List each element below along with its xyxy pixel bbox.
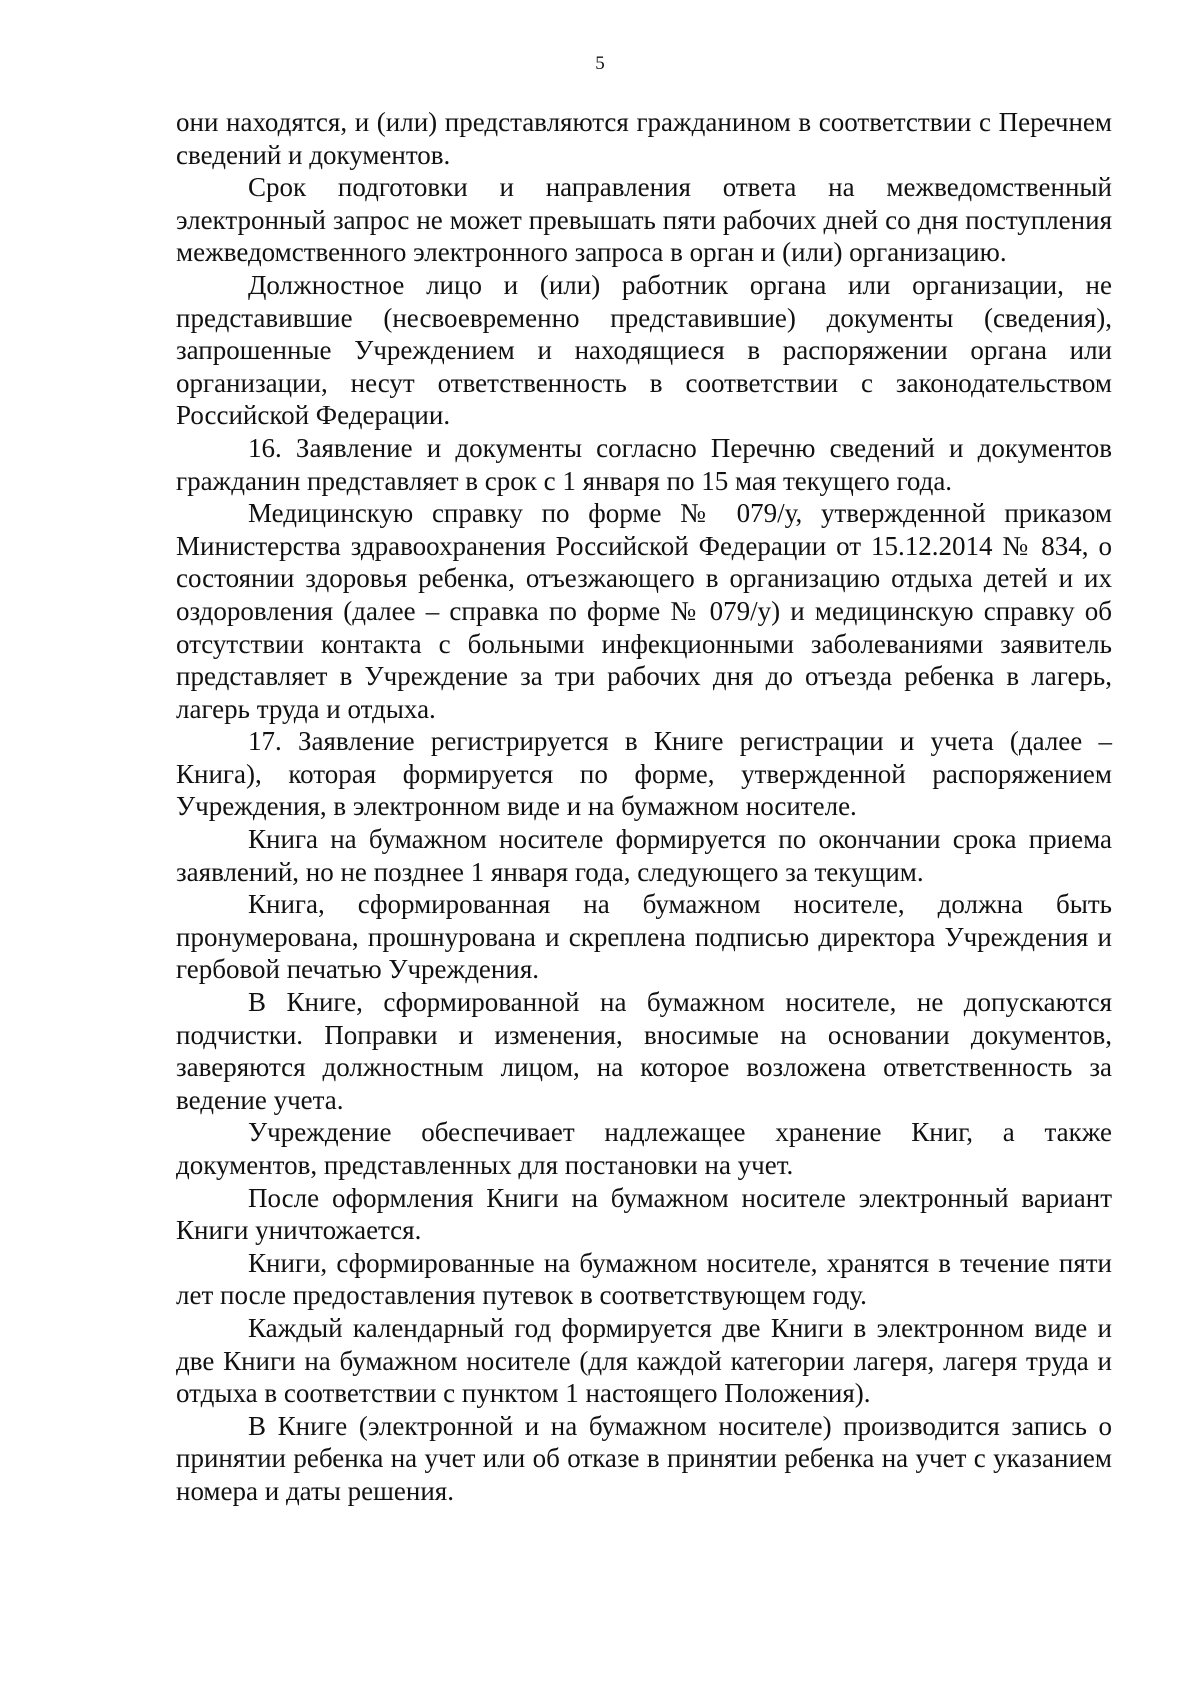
paragraph-item-17: 17. Заявление регистрируется в Книге регистрации и учета (далее – Книга), которая формируется по форме, утвержденной распоряжением Учреждения, в электронном виде и на бумажном носителе. [176, 726, 1112, 822]
paragraph-response-deadline: Срок подготовки и направления ответа на межведомственный электронный запрос не может превышать пяти рабочих дней со дня поступления межведомственного электронного запроса в орган и (или) организацию. [176, 172, 1112, 268]
paragraph-book-numbering: Книга, сформированная на бумажном носителе, должна быть пронумерована, прошнурована и скреплена подписью директора Учреждения и гербовой печатью Учреждения. [176, 889, 1112, 985]
paragraph-item-16: 16. Заявление и документы согласно Перечню сведений и документов гражданин представляет в срок с 1 января по 15 мая текущего года. [176, 432, 1112, 496]
paragraph-book-corrections: В Книге, сформированной на бумажном носителе, не допускаются подчистки. Поправки и изменения, вносимые на основании документов, заверяются должностным лицом, на которое возложена ответственность за ведение учета. [176, 987, 1112, 1115]
paragraph-book-storage: Учреждение обеспечивает надлежащее хранение Книг, а также документов, представленных для постановки на учет. [176, 1117, 1112, 1180]
document-body [176, 106, 1112, 1508]
paragraph-book-record: В Книге (электронной и на бумажном носителе) производится запись о принятии ребенка на учет или об отказе в принятии ребенка на учет с указанием номера и даты решения. [176, 1410, 1112, 1506]
paragraph-yearly-books: Каждый календарный год формируется две Книги в электронном виде и две Книги на бумажном носителе (для каждой категории лагеря, лагеря труда и отдыха в соответствии с пунктом 1 настоящего Положения). [176, 1312, 1112, 1409]
paragraph-official-responsibility: Должностное лицо и (или) работник органа или организации, не представившие (несвоевременно представившие) документы (сведения), запрошенные Учреждением и находящиеся в распоряжении органа или организации, несут ответственность в соответствии с законодательством Российской Федерации. [176, 269, 1112, 431]
paragraph-retention-period: Книги, сформированные на бумажном носителе, хранятся в течение пяти лет после предоставления путевок в соответствующем году. [176, 1247, 1112, 1311]
paragraph-electronic-destroyed: После оформления Книги на бумажном носителе электронный вариант Книги уничтожается. [176, 1182, 1112, 1246]
paragraph-medical-certificate: Медицинскую справку по форме № 079/у, утвержденной приказом Министерства здравоохранения Российской Федерации от 15.12.2014 № 834, о состоянии здоровья ребенка, отъезжающего в организацию отдыха детей и их оздоровления (далее – справка по форме № 079/у) и медицинскую справку об отсутствии контакта с больными инфекционными заболеваниями заявитель представляет в Учреждение за три рабочих дня до отъезда ребенка в лагерь, лагерь труда и отдыха. [176, 498, 1112, 724]
page-number: 5 [595, 53, 605, 74]
paragraph-book-paper-formation: Книга на бумажном носителе формируется по окончании срока приема заявлений, но не позднее 1 января года, следующего за текущим. [176, 824, 1112, 887]
paragraph-continuation: они находятся, и (или) представляются гражданином в соответствии с Перечнем сведений и документов. [176, 107, 1112, 170]
